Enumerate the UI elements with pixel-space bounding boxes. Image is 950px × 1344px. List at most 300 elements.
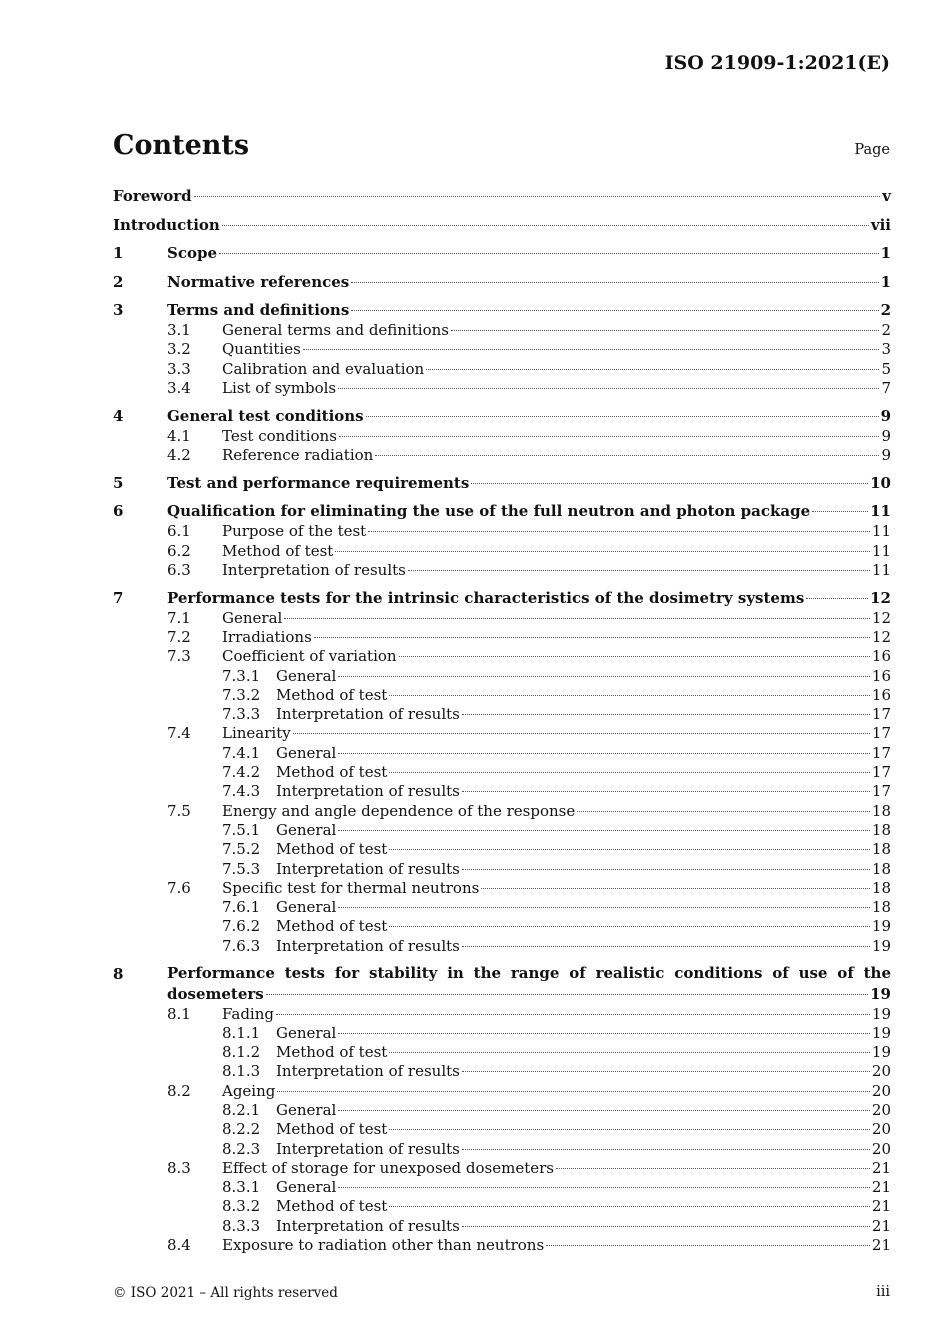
toc-entry[interactable] — [113, 1178, 891, 1197]
toc-entry[interactable] — [113, 405, 891, 427]
toc-entry-line — [222, 724, 891, 743]
toc-entry-page: 12 — [870, 588, 891, 607]
toc-entry-title: Method of test — [276, 1197, 388, 1216]
toc-entry-title: Interpretation of results — [222, 560, 406, 579]
dot-leader — [366, 415, 879, 417]
toc-entry-line — [222, 879, 891, 898]
toc-entry-line — [276, 917, 891, 936]
toc-entry[interactable] — [113, 1082, 891, 1101]
page-number: iii — [876, 1284, 890, 1300]
dot-leader — [338, 906, 870, 908]
toc-entry[interactable] — [113, 1024, 891, 1043]
toc-entry-number: 3.4 — [167, 378, 191, 397]
toc-entry[interactable] — [113, 185, 891, 207]
toc-entry[interactable] — [113, 271, 891, 293]
toc-entry-line — [167, 405, 891, 427]
toc-entry-line — [276, 744, 891, 763]
toc-entry[interactable] — [113, 1159, 891, 1178]
toc-entry-number: 6.1 — [167, 522, 191, 541]
toc-entry-page: 17 — [871, 724, 891, 743]
toc-entry-page: 20 — [871, 1081, 891, 1100]
toc-entry[interactable] — [113, 782, 891, 801]
toc-entry-number: 8 — [113, 964, 124, 983]
contents-heading: Contents — [113, 130, 250, 161]
toc-entry-page: 17 — [871, 782, 891, 801]
dot-leader — [462, 868, 870, 870]
toc-entry[interactable] — [113, 360, 891, 379]
toc-entry-number: 7.3.1 — [222, 666, 261, 685]
toc-entry-title: Qualification for eliminating the use of the full neutron and photon package — [167, 502, 811, 521]
toc-entry[interactable] — [113, 446, 891, 465]
toc-entry[interactable] — [113, 821, 891, 840]
toc-entry-line — [276, 686, 891, 705]
toc-entry[interactable] — [113, 1140, 891, 1159]
toc-entry-title: Method of test — [276, 1043, 388, 1062]
toc-entry[interactable] — [113, 647, 891, 666]
toc-entry-page: 19 — [871, 917, 891, 936]
dot-leader — [222, 224, 869, 226]
toc-entry[interactable] — [113, 1101, 891, 1120]
toc-entry-number: 1 — [113, 244, 124, 262]
toc-entry-line — [276, 898, 891, 917]
toc-entry-title: Interpretation of results — [276, 1139, 460, 1158]
toc-entry-title: Quantities — [222, 340, 301, 359]
toc-entry-page: 11 — [871, 522, 891, 541]
toc-entry[interactable] — [113, 686, 891, 705]
toc-entry-number: 7.6.2 — [222, 917, 261, 936]
toc-entry-page: 21 — [871, 1216, 891, 1235]
toc-entry-number: 7.4.2 — [222, 763, 261, 782]
toc-entry[interactable] — [113, 1197, 891, 1216]
toc-entry-title: Test conditions — [222, 426, 337, 445]
toc-entry[interactable] — [113, 744, 891, 763]
dot-leader — [389, 1205, 870, 1207]
toc-entry-line — [222, 647, 891, 666]
toc-entry-title: Method of test — [276, 917, 388, 936]
toc-entry-number: 7.6.3 — [222, 936, 261, 955]
toc-entry-title: Effect of storage for unexposed dosemeters — [222, 1158, 554, 1177]
toc-entry-line — [222, 802, 891, 821]
toc-entry-line — [276, 1024, 891, 1043]
toc-entry-number: 8.1.1 — [222, 1023, 261, 1042]
toc-entry-page: 12 — [871, 608, 891, 627]
toc-entry-line — [276, 860, 891, 879]
toc-entry-number: 6.2 — [167, 541, 191, 560]
dot-leader — [812, 510, 868, 512]
dot-leader — [462, 1070, 870, 1072]
toc-entry-title: Test and performance requirements — [167, 473, 470, 492]
toc-entry-number: 5 — [113, 473, 124, 492]
toc-entry-title: General — [276, 743, 337, 762]
toc-entry-page: 19 — [870, 984, 891, 1003]
toc-entry-line — [276, 667, 891, 686]
toc-entry-page: 12 — [871, 627, 891, 646]
toc-entry-line — [276, 840, 891, 859]
toc-entry-number: 7.4.3 — [222, 782, 261, 801]
table-of-contents — [113, 185, 891, 1255]
dot-leader — [462, 1225, 870, 1227]
toc-entry-page: 21 — [871, 1178, 891, 1197]
toc-entry-number: 4.1 — [167, 426, 191, 445]
toc-entry[interactable] — [113, 898, 891, 917]
toc-entry-page: 18 — [871, 898, 891, 917]
toc-entry-number: 8.3.2 — [222, 1197, 261, 1216]
toc-entry-number: 3.2 — [167, 340, 191, 359]
toc-entry-number: 3 — [113, 301, 124, 319]
toc-entry-page: 18 — [871, 840, 891, 859]
toc-entry-line — [222, 340, 891, 359]
toc-entry-title: General — [276, 898, 337, 917]
toc-entry-page: 20 — [871, 1120, 891, 1139]
toc-entry-title: Exposure to radiation other than neutrons — [222, 1236, 545, 1255]
toc-entry-number: 8.2.3 — [222, 1139, 261, 1158]
dot-leader — [339, 435, 880, 437]
dot-leader — [462, 790, 870, 792]
toc-entry-title: Method of test — [276, 840, 388, 859]
toc-entry-number: 8.1.3 — [222, 1062, 261, 1081]
toc-entry-line — [222, 1236, 891, 1255]
dot-leader — [351, 281, 878, 283]
toc-entry-page: 1 — [880, 272, 891, 291]
toc-entry-page: 3 — [881, 340, 891, 359]
toc-entry[interactable] — [113, 522, 891, 541]
toc-entry[interactable] — [113, 802, 891, 821]
toc-entry-page: 9 — [881, 426, 891, 445]
toc-entry-line — [167, 587, 891, 609]
toc-entry[interactable] — [113, 860, 891, 879]
toc-entry-line — [276, 937, 891, 956]
dot-leader — [426, 368, 879, 370]
toc-entry-page: 11 — [871, 560, 891, 579]
toc-entry-number: 7.3.3 — [222, 705, 261, 724]
toc-entry-number: 6.3 — [167, 560, 191, 579]
toc-entry-number: 8.3.3 — [222, 1216, 261, 1235]
toc-entry-page: 21 — [871, 1197, 891, 1216]
dot-leader — [368, 530, 870, 532]
toc-entry-title: List of symbols — [222, 378, 337, 397]
toc-entry-page: 19 — [871, 1023, 891, 1042]
toc-entry-page: 1 — [880, 244, 891, 262]
toc-entry-line — [222, 321, 891, 340]
toc-entry[interactable] — [113, 587, 891, 609]
dot-leader — [399, 655, 870, 657]
toc-entry-number: 8.3.1 — [222, 1178, 261, 1197]
dot-leader — [351, 309, 878, 311]
toc-entry-title: Method of test — [276, 763, 388, 782]
toc-entry-number: 6 — [113, 502, 124, 521]
toc-entry-line — [167, 983, 891, 1005]
toc-entry-line — [276, 1120, 891, 1139]
toc-entry-page: 10 — [870, 473, 891, 492]
toc-entry-title: Terms and definitions — [167, 301, 350, 319]
dot-leader — [303, 348, 880, 350]
toc-entry[interactable] — [113, 214, 891, 236]
toc-entry-number: 8.2.1 — [222, 1101, 261, 1119]
toc-entry[interactable] — [113, 1217, 891, 1236]
toc-entry-title: Energy and angle dependence of the response — [222, 801, 576, 820]
toc-entry[interactable] — [113, 628, 891, 647]
toc-entry-title: Purpose of the test — [222, 522, 367, 541]
toc-entry-number: 3.3 — [167, 359, 191, 378]
toc-entry[interactable] — [113, 340, 891, 359]
toc-entry[interactable] — [113, 500, 891, 522]
toc-entry-number: 8.2 — [167, 1081, 191, 1100]
toc-entry-title: Interpretation of results — [276, 782, 460, 801]
toc-entry[interactable] — [113, 937, 891, 956]
toc-entry[interactable] — [113, 299, 891, 321]
toc-entry-page: 20 — [871, 1139, 891, 1158]
toc-entry-title: Method of test — [276, 685, 388, 704]
toc-entry-line — [222, 1159, 891, 1178]
toc-entry-title: Linearity — [222, 724, 291, 743]
dot-leader — [338, 752, 870, 754]
toc-entry-number: 8.1.2 — [222, 1043, 261, 1062]
toc-entry-line — [276, 1197, 891, 1216]
toc-entry-line — [276, 705, 891, 724]
toc-entry[interactable] — [113, 667, 891, 686]
toc-entry-page: 16 — [871, 647, 891, 666]
dot-leader — [338, 675, 870, 677]
toc-entry-line — [222, 609, 891, 628]
toc-entry-title: General test conditions — [167, 406, 364, 425]
toc-entry-page: 17 — [871, 705, 891, 724]
toc-entry-line — [113, 185, 891, 207]
dot-leader — [338, 829, 870, 831]
toc-entry-number: 4 — [113, 406, 124, 425]
dot-leader — [577, 810, 870, 812]
toc-entry[interactable] — [113, 561, 891, 580]
toc-entry-title: Introduction — [113, 215, 220, 234]
toc-entry-line — [276, 1062, 891, 1081]
toc-entry-number: 3.1 — [167, 321, 191, 339]
toc-entry-line — [222, 1082, 891, 1101]
toc-entry-title: General — [222, 608, 283, 627]
toc-entry[interactable] — [113, 427, 891, 446]
dot-leader — [546, 1244, 870, 1246]
toc-entry-page: 5 — [881, 359, 891, 378]
dot-leader — [277, 1090, 870, 1092]
toc-entry[interactable] — [113, 1120, 891, 1139]
toc-entry-line — [222, 446, 891, 465]
toc-entry-number: 7.5 — [167, 801, 191, 820]
toc-entry-page: 9 — [881, 445, 891, 464]
toc-entry-title: General — [276, 1101, 337, 1119]
toc-entry[interactable] — [113, 242, 891, 264]
dot-leader — [451, 329, 879, 331]
toc-entry-page: 9 — [880, 406, 891, 425]
dot-leader — [389, 848, 870, 850]
toc-entry-title-continued: dosemeters — [167, 984, 264, 1003]
toc-entry-title: General — [276, 820, 337, 839]
dot-leader — [194, 195, 881, 197]
toc-entry-number: 4.2 — [167, 445, 191, 464]
toc-entry-page: 19 — [871, 1004, 891, 1023]
dot-leader — [219, 252, 879, 254]
toc-entry-number: 7.6.1 — [222, 898, 261, 917]
toc-entry-title: General terms and definitions — [222, 321, 449, 339]
toc-entry[interactable] — [113, 917, 891, 936]
dot-leader — [462, 1148, 870, 1150]
toc-entry[interactable] — [113, 963, 891, 1005]
toc-entry-line — [167, 500, 891, 522]
toc-entry-line — [276, 1140, 891, 1159]
toc-entry-page: 19 — [871, 936, 891, 955]
toc-entry-line — [276, 1178, 891, 1197]
dot-leader — [481, 887, 870, 889]
toc-entry-page: 11 — [870, 502, 891, 521]
toc-entry[interactable] — [113, 840, 891, 859]
toc-entry[interactable] — [113, 542, 891, 561]
toc-entry-line — [167, 271, 891, 293]
dot-leader — [293, 732, 870, 734]
dot-leader — [462, 945, 870, 947]
toc-entry-title: Performance tests for the intrinsic characteristics of the dosimetry systems — [167, 588, 805, 607]
dot-leader — [375, 454, 879, 456]
dot-leader — [389, 1051, 870, 1053]
toc-entry-number: 7.5.2 — [222, 840, 261, 859]
toc-entry-title: Irradiations — [222, 627, 312, 646]
toc-entry[interactable] — [113, 1043, 891, 1062]
toc-entry[interactable] — [113, 609, 891, 628]
toc-entry-title: Interpretation of results — [276, 1062, 460, 1081]
toc-entry-line — [222, 360, 891, 379]
toc-entry-page: 16 — [871, 666, 891, 685]
toc-entry-title: Calibration and evaluation — [222, 359, 425, 378]
toc-entry-line — [276, 1101, 891, 1120]
toc-entry-number: 7.3 — [167, 647, 191, 666]
toc-entry-line — [222, 628, 891, 647]
toc-entry-page: 21 — [871, 1158, 891, 1177]
copyright-footer: © ISO 2021 – All rights reserved — [113, 1285, 338, 1301]
dot-leader — [806, 597, 868, 599]
toc-entry-number: 8.3 — [167, 1158, 191, 1177]
toc-entry[interactable] — [113, 379, 891, 398]
toc-entry-number: 8.4 — [167, 1236, 191, 1255]
toc-entry[interactable] — [113, 705, 891, 724]
toc-entry-line — [222, 522, 891, 541]
toc-entry-number: 2 — [113, 272, 124, 291]
toc-entry-number: 7.4 — [167, 724, 191, 743]
dot-leader — [314, 636, 870, 638]
toc-entry-title: General — [276, 1023, 337, 1042]
toc-entry-page: 7 — [881, 378, 891, 397]
toc-entry-line — [167, 472, 891, 494]
toc-entry[interactable] — [113, 763, 891, 782]
toc-entry-line — [276, 1217, 891, 1236]
toc-entry[interactable] — [113, 879, 891, 898]
toc-entry-title: General — [276, 1178, 337, 1197]
toc-entry-line — [222, 542, 891, 561]
toc-entry-page: 18 — [871, 878, 891, 897]
toc-entry-page: 2 — [881, 321, 891, 339]
dot-leader — [556, 1167, 870, 1169]
toc-entry-title: Specific test for thermal neutrons — [222, 878, 480, 897]
toc-entry-page: 21 — [871, 1236, 891, 1255]
toc-entry-number: 7.3.2 — [222, 685, 261, 704]
toc-entry-page: 18 — [871, 820, 891, 839]
dot-leader — [471, 482, 868, 484]
dot-leader — [338, 387, 879, 389]
toc-entry-line — [276, 1043, 891, 1062]
toc-entry-line — [276, 782, 891, 801]
toc-entry-number: 7.5.1 — [222, 820, 261, 839]
dot-leader — [389, 694, 870, 696]
toc-entry-page: 17 — [871, 763, 891, 782]
toc-entry-title: Foreword — [113, 187, 192, 205]
toc-entry-line — [167, 299, 891, 321]
toc-entry-line — [167, 242, 891, 264]
toc-entry-title: Normative references — [167, 272, 350, 291]
toc-entry-number: 7 — [113, 588, 124, 607]
dot-leader — [408, 569, 870, 571]
toc-entry-page: 20 — [871, 1101, 891, 1119]
toc-entry-title: Performance tests for stability in the range of realistic conditions of use of the — [167, 963, 891, 982]
toc-entry-line — [276, 763, 891, 782]
toc-entry-title: Interpretation of results — [276, 705, 460, 724]
dot-leader — [389, 1128, 870, 1130]
toc-entry-number: 7.6 — [167, 878, 191, 897]
toc-entry-line — [222, 379, 891, 398]
toc-entry-title: Scope — [167, 244, 218, 262]
toc-entry-page: v — [882, 187, 891, 205]
toc-entry-page: 11 — [871, 541, 891, 560]
toc-entry[interactable] — [113, 724, 891, 743]
dot-leader — [338, 1186, 870, 1188]
toc-entry-number: 7.2 — [167, 627, 191, 646]
dot-leader — [338, 1109, 870, 1111]
toc-entry[interactable] — [113, 1236, 891, 1255]
toc-entry[interactable] — [113, 1005, 891, 1024]
toc-entry-number: 7.1 — [167, 608, 191, 627]
toc-entry-number: 7.5.3 — [222, 859, 261, 878]
toc-entry-line — [222, 561, 891, 580]
page-column-label: Page — [854, 142, 890, 158]
toc-entry-title: Interpretation of results — [276, 1216, 460, 1235]
toc-entry-page: 18 — [871, 859, 891, 878]
dot-leader — [276, 1013, 870, 1015]
toc-entry-page: 20 — [871, 1062, 891, 1081]
dot-leader — [389, 925, 870, 927]
toc-entry-number: 7.4.1 — [222, 743, 261, 762]
toc-entry-page: 16 — [871, 685, 891, 704]
toc-entry[interactable] — [113, 1062, 891, 1081]
toc-entry[interactable] — [113, 321, 891, 340]
dot-leader — [338, 1032, 870, 1034]
toc-entry-title: Coefficient of variation — [222, 647, 397, 666]
toc-entry-page: 18 — [871, 801, 891, 820]
toc-entry-page: vii — [870, 215, 891, 234]
toc-entry-line — [222, 427, 891, 446]
toc-entry-number: 8.1 — [167, 1004, 191, 1023]
toc-entry-title: Method of test — [276, 1120, 388, 1139]
toc-entry-page: 2 — [880, 301, 891, 319]
toc-entry-line — [276, 821, 891, 840]
toc-entry-page: 17 — [871, 743, 891, 762]
toc-entry-title: Ageing — [222, 1081, 276, 1100]
toc-entry-page: 19 — [871, 1043, 891, 1062]
toc-entry-number: 8.2.2 — [222, 1120, 261, 1139]
toc-entry-line — [222, 1005, 891, 1024]
toc-entry-title: General — [276, 666, 337, 685]
toc-entry-title: Fading — [222, 1004, 274, 1023]
toc-entry-line — [113, 214, 891, 236]
toc-entry-title: Interpretation of results — [276, 859, 460, 878]
dot-leader — [335, 550, 870, 552]
dot-leader — [266, 993, 868, 995]
document-id-header: ISO 21909-1:2021(E) — [664, 52, 890, 74]
dot-leader — [389, 771, 870, 773]
toc-entry[interactable] — [113, 472, 891, 494]
